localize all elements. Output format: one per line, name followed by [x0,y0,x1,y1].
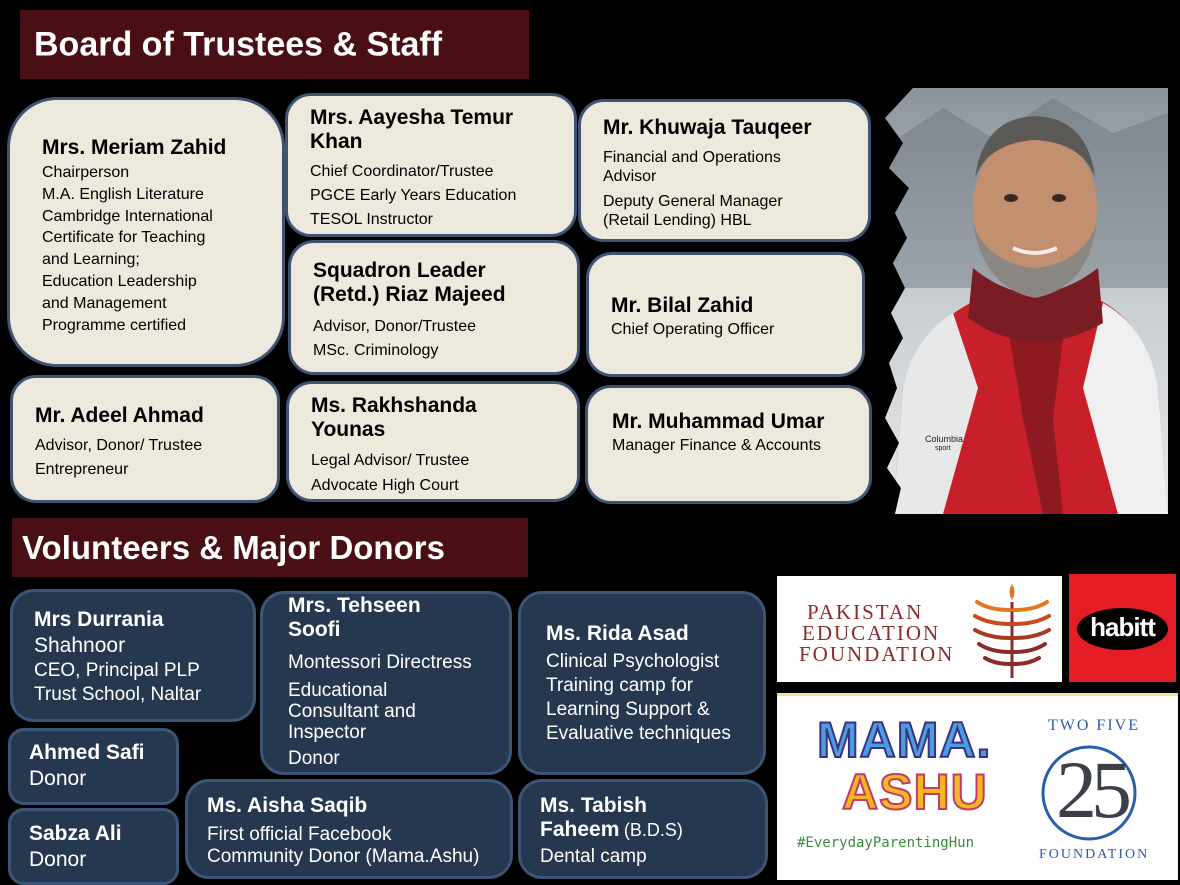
volunteer-detail: Donor [288,748,340,769]
trustee-card-muhammad-umar [585,385,872,504]
volunteer-role: Dental camp [540,846,647,867]
volunteer-card-ahmed-safi [8,728,179,805]
trustee-name: Younas [311,418,386,441]
trustee-detail: PGCE Early Years Education [310,187,517,204]
pef-logo-word: FOUNDATION [799,642,955,666]
trustee-name: Squadron Leader [313,259,486,282]
volunteer-role: Clinical Psychologist [546,651,720,672]
trustee-name: Mr. Adeel Ahmad [35,404,204,427]
volunteer-name: Ms. Aisha Saqib [207,794,368,817]
two-five-logo-bottom-text: FOUNDATION [1039,847,1150,862]
trustee-card-bilal-zahid [586,252,865,377]
volunteer-qualification: (B.D.S) [623,820,683,840]
trustee-card-aayesha-temur-khan [285,93,577,237]
pef-logo-word: PAKISTAN [807,600,924,624]
trustee-card-khuwaja-tauqeer [578,99,871,242]
mama-ashu-hashtag: #EverydayParentingHun [797,835,975,851]
volunteer-name: Ahmed Safi [29,741,145,764]
mama-ashu-logo [797,712,1007,865]
jacket-brand-sub-text: sport [935,445,951,452]
trustee-detail: Deputy General Manager [603,193,783,210]
jacket-brand-text: Columbia [925,434,964,444]
trustee-detail: Entrepreneur [35,461,129,478]
trustee-name: (Retd.) Riaz Majeed [313,283,506,306]
volunteer-name: Soofi [288,618,341,641]
volunteer-detail: Trust School, Naltar [34,684,202,705]
trustee-role: Chief Coordinator/Trustee [310,163,494,180]
volunteer-role: Donor [29,848,87,871]
trustee-detail: Programme certified [42,316,187,334]
volunteer-card-durrania-shahnoor [10,589,256,722]
trustee-card-riaz-majeed [288,240,580,375]
volunteer-detail: Inspector [288,722,367,743]
volunteers-title: Volunteers & Major Donors [22,528,445,566]
volunteer-name: Sabza Ali [29,822,122,845]
trustee-detail: Advocate High Court [311,477,459,494]
trustee-detail: Cambridge International [42,207,213,225]
habitt-logo-text: habitt [1090,612,1155,642]
trustee-detail: MSc. Criminology [313,342,439,359]
volunteer-card-rida-asad [518,591,766,775]
volunteer-role: Donor [29,767,87,790]
volunteer-detail: Community Donor (Mama.Ashu) [207,846,480,867]
two-five-logo-number: 25 [1056,744,1126,835]
trustee-card-meriam-zahid [7,97,285,367]
trustee-detail: and Learning; [42,251,140,269]
trustee-role: Advisor, Donor/ Trustee [35,437,203,454]
trustee-role: Financial and Operations [603,149,781,166]
volunteer-detail: Educational [288,680,388,701]
trustee-detail: TESOL Instructor [310,211,433,228]
trustee-name: Mr. Bilal Zahid [611,294,754,317]
volunteer-name: Shahnoor [34,634,126,657]
trustee-detail: and Management [42,294,167,312]
volunteer-role: Montessori Directress [288,652,472,673]
trustee-name: Khan [310,130,363,153]
volunteers-title-banner [12,518,528,577]
mama-ashu-logo-text: MAMA. [817,712,992,768]
wheat-emblem-icon [967,580,1057,680]
trustee-name: Mrs. Aayesha Temur [310,106,514,129]
trustee-detail: (Retail Lending) HBL [603,212,752,229]
partner-logos-panel [777,693,1178,880]
trustee-name: Mrs. Meriam Zahid [42,136,227,159]
board-title: Board of Trustees & Staff [34,25,443,63]
trustee-card-adeel-ahmad [10,375,280,503]
trustee-role: Manager Finance & Accounts [612,437,822,454]
pef-logo-word: EDUCATION [802,621,941,645]
volunteer-name: Mrs Durrania [34,608,164,631]
trustee-role: Advisor, Donor/Trustee [313,318,477,335]
volunteer-detail: Consultant and [288,701,416,722]
two-five-logo-top-text: TWO FIVE [1048,717,1140,734]
two-five-foundation-logo [1027,711,1157,871]
volunteer-role: First official Facebook [207,824,392,845]
trustee-role: Chairperson [42,164,130,181]
volunteer-card-sabza-ali [8,808,179,885]
trustee-name: Ms. Rakhshanda [311,394,477,417]
trustee-name: Mr. Khuwaja Tauqeer [603,116,812,139]
volunteer-detail: Evaluative techniques [546,723,731,744]
volunteer-role: CEO, Principal PLP [34,660,200,681]
trustee-detail: M.A. English Literature [42,185,204,203]
trustee-detail: Education Leadership [42,272,197,290]
mama-ashu-logo-text: ASHU [842,764,988,820]
volunteer-name: Faheem [540,818,620,841]
habitt-logo [1069,574,1176,682]
trustee-role: Legal Advisor/ Trustee [311,452,470,469]
trustee-card-rakhshanda-younas [286,381,580,502]
trustee-photo [883,88,1168,514]
trustee-name: Mr. Muhammad Umar [612,410,825,433]
trustee-role: Advisor [603,168,657,185]
board-title-banner [20,10,529,79]
volunteer-name: Ms. Rida Asad [546,622,689,645]
pakistan-education-foundation-logo [777,576,1062,682]
volunteer-card-aisha-saqib [185,779,513,879]
volunteer-detail: Learning Support & [546,699,710,720]
trustee-role: Chief Operating Officer [611,321,775,338]
volunteer-name: Mrs. Tehseen [288,594,421,617]
trustee-detail: Certificate for Teaching [42,229,206,247]
volunteer-card-tabish-faheem [518,779,768,879]
volunteer-name: Ms. Tabish [540,794,647,817]
volunteer-card-tehseen-soofi [260,591,512,775]
volunteer-detail: Training camp for [546,675,694,696]
